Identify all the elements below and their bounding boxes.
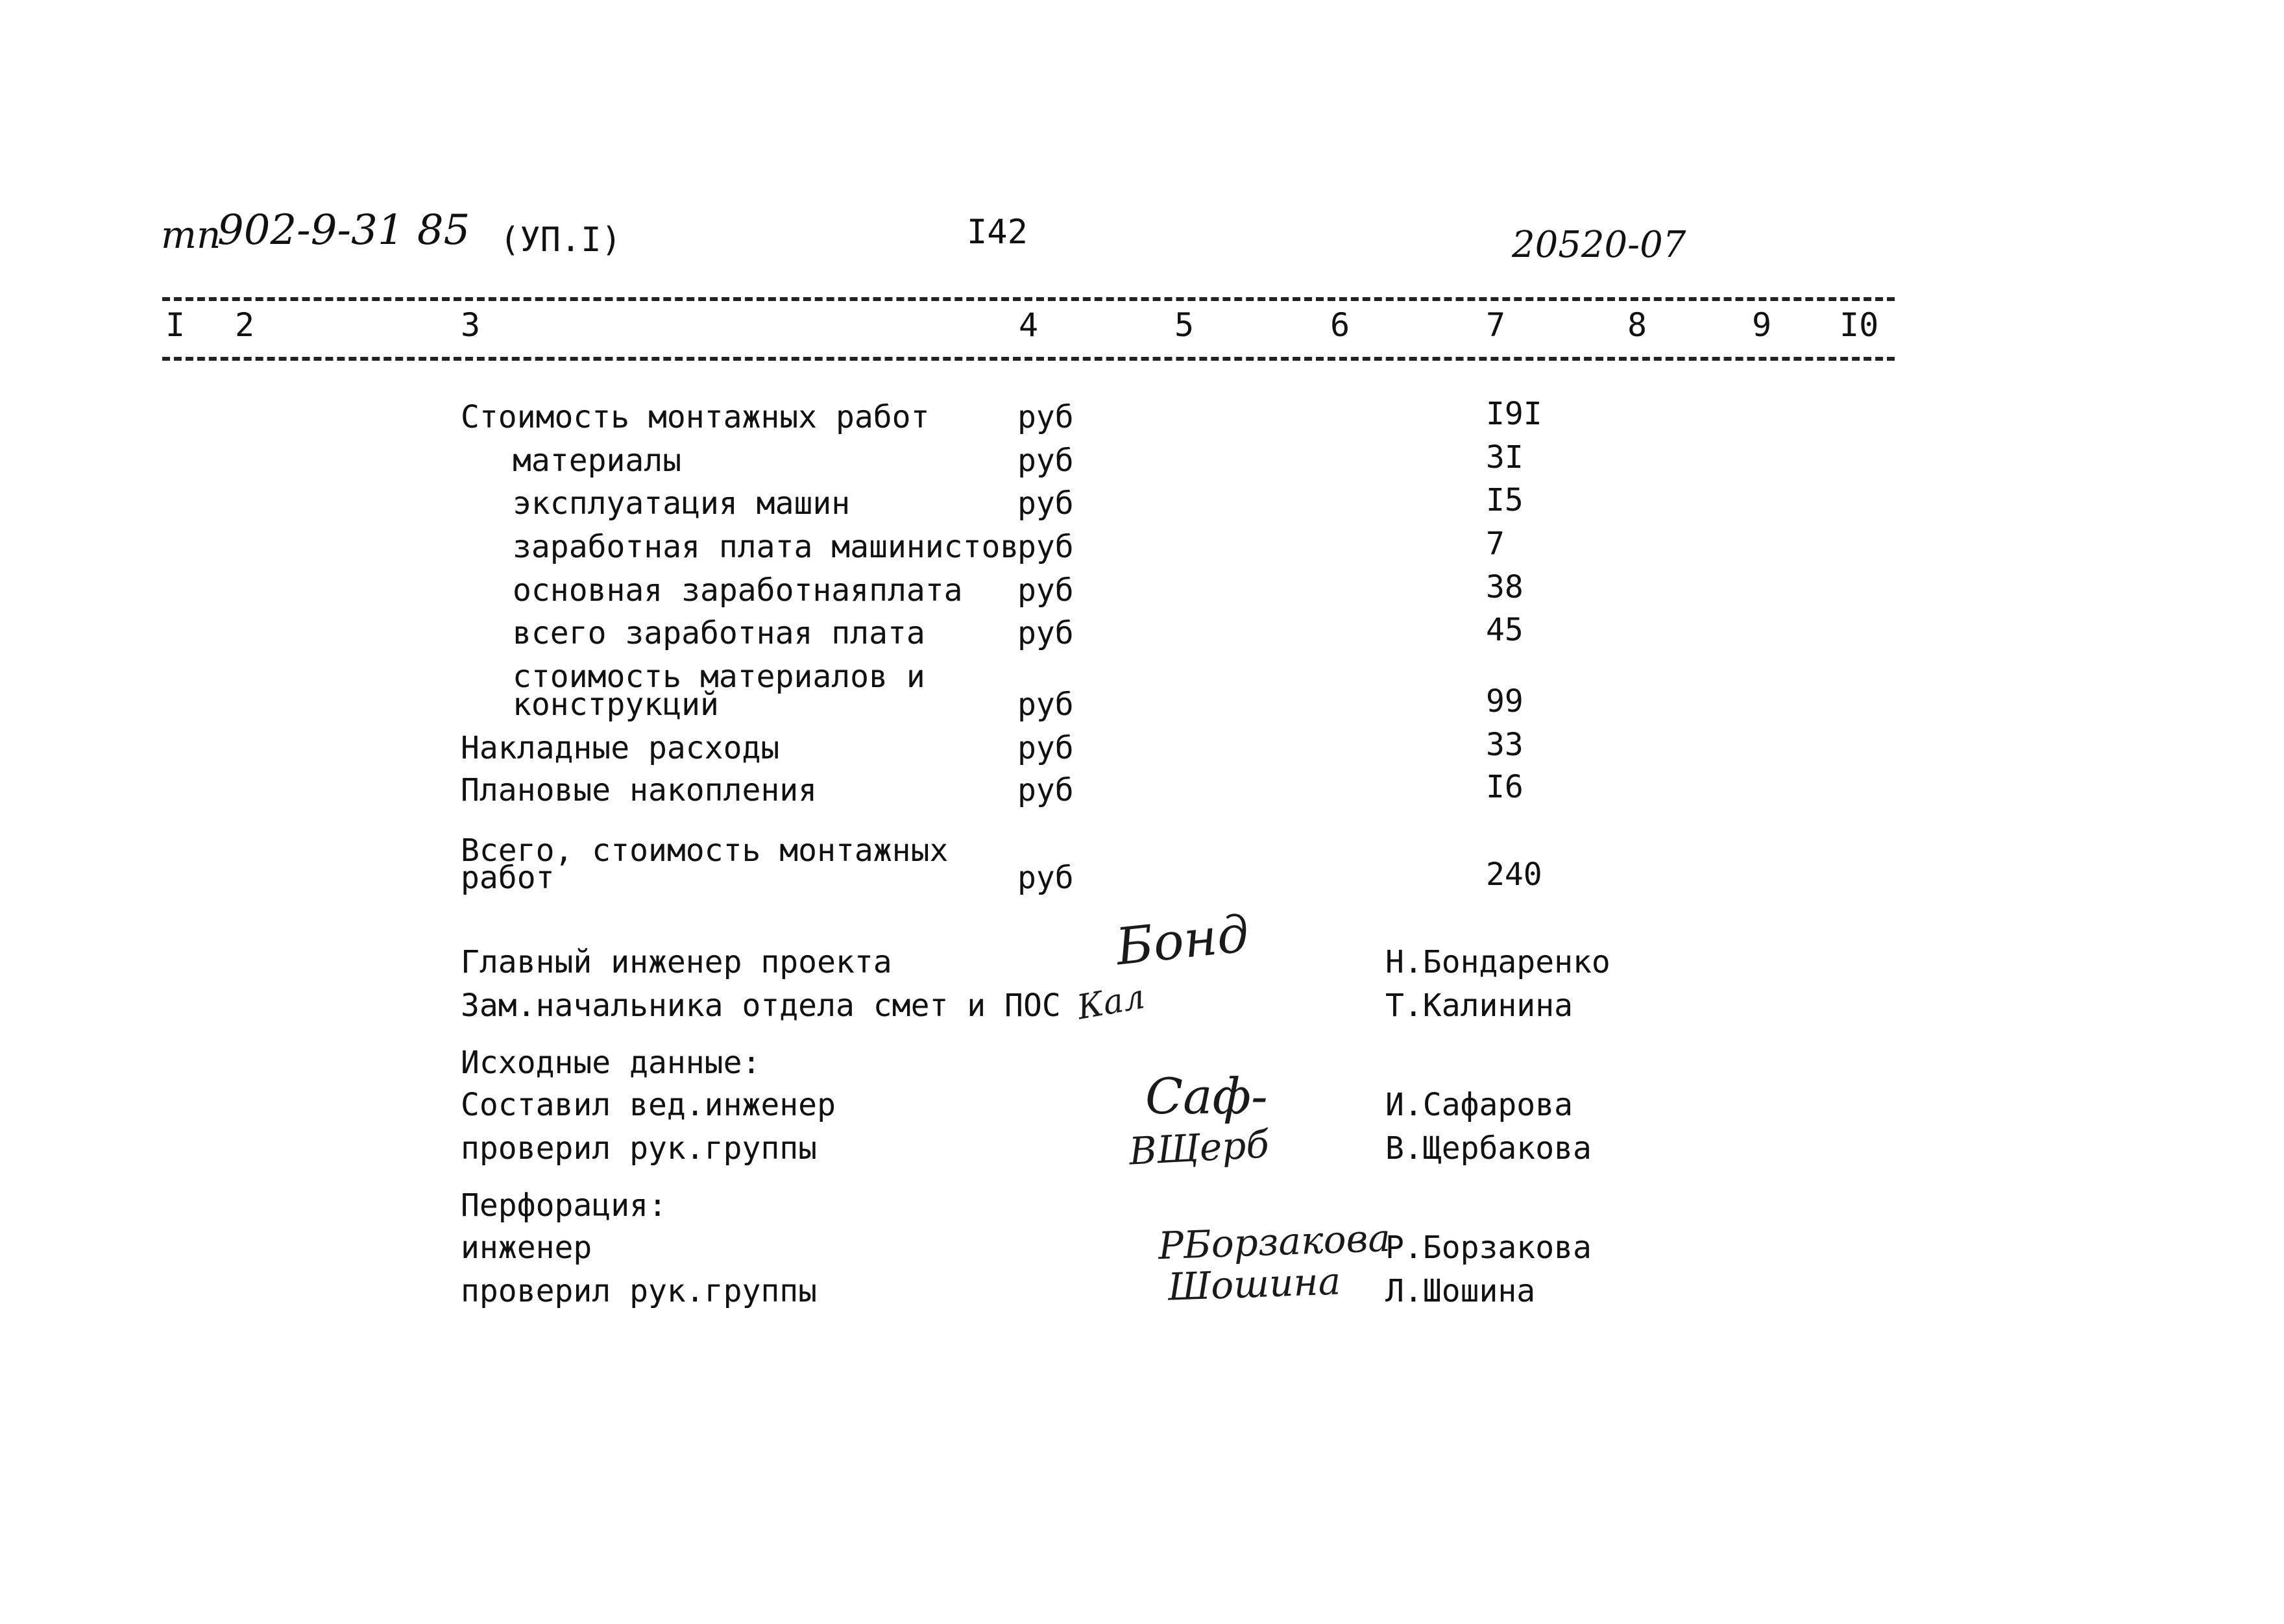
compiled-by-role: Составил вед.инженер bbox=[461, 1087, 836, 1123]
chief-engineer-name: Н.Бондаренко bbox=[1385, 944, 1610, 980]
row-unit: руб bbox=[1017, 485, 1074, 522]
row-unit: руб bbox=[1017, 399, 1074, 435]
row-unit: руб bbox=[1017, 730, 1074, 766]
perforation-heading: Перфорация: bbox=[461, 1187, 667, 1224]
row-label: эксплуатация машин bbox=[513, 485, 851, 522]
row-value: I6 bbox=[1486, 769, 1524, 805]
row-label: Стоимость монтажных работ bbox=[461, 399, 930, 435]
col-num-3: 3 bbox=[461, 306, 481, 344]
deputy-head-signature: Кал bbox=[1074, 977, 1148, 1028]
row-label: заработная плата машинистов bbox=[513, 529, 1019, 565]
col-num-4: 4 bbox=[1019, 306, 1039, 344]
checked-by-signature: ВЩерб bbox=[1128, 1122, 1270, 1174]
checked-by-name: В.Щербакова bbox=[1385, 1130, 1592, 1167]
row-value: 38 bbox=[1486, 569, 1524, 605]
row-value: 3I bbox=[1486, 439, 1524, 476]
checked-by-role: проверил рук.группы bbox=[461, 1273, 818, 1309]
row-unit: руб bbox=[1017, 686, 1074, 723]
row-label-line2: конструкций bbox=[513, 686, 719, 723]
row-label-line1: стоимость материалов и bbox=[513, 659, 925, 695]
compiled-by-signature: Саф- bbox=[1145, 1067, 1268, 1125]
deputy-head-role: Зам.начальника отдела смет и ПОС bbox=[461, 988, 1061, 1024]
column-header-top-rule bbox=[162, 297, 1895, 301]
row-unit: руб bbox=[1017, 772, 1074, 808]
row-value: 240 bbox=[1486, 856, 1542, 893]
row-value: 7 bbox=[1486, 526, 1505, 562]
col-num-8: 8 bbox=[1627, 306, 1647, 344]
row-label: основная заработнаяплата bbox=[513, 572, 963, 609]
col-num-2: 2 bbox=[235, 306, 255, 344]
source-data-heading: Исходные данные: bbox=[461, 1045, 761, 1081]
code-prefix: тп bbox=[161, 213, 221, 257]
column-header-bottom-rule bbox=[162, 357, 1895, 361]
checked-by-name: Л.Шошина bbox=[1385, 1273, 1536, 1309]
col-num-6: 6 bbox=[1330, 306, 1350, 344]
checked-by-signature: Шошина bbox=[1167, 1259, 1342, 1309]
col-num-1: I bbox=[165, 306, 186, 344]
page-number: I42 bbox=[967, 213, 1028, 252]
engineer-signature: РБорзакова bbox=[1157, 1215, 1391, 1268]
col-num-10: I0 bbox=[1840, 306, 1879, 344]
row-label: Накладные расходы bbox=[461, 730, 780, 766]
row-value: 99 bbox=[1486, 683, 1524, 720]
row-value: I5 bbox=[1486, 482, 1524, 518]
row-value: 33 bbox=[1486, 727, 1524, 763]
row-label: Плановые накопления bbox=[461, 772, 818, 808]
compiled-by-name: И.Сафарова bbox=[1385, 1087, 1573, 1123]
document-number: 20520-07 bbox=[1512, 224, 1686, 266]
chief-engineer-signature: Бонд bbox=[1113, 904, 1252, 977]
col-num-9: 9 bbox=[1752, 306, 1772, 344]
row-label-line2: работ bbox=[461, 860, 555, 896]
engineer-role: инженер bbox=[461, 1230, 592, 1266]
engineer-name: Р.Борзакова bbox=[1385, 1230, 1592, 1266]
row-unit: руб bbox=[1017, 615, 1074, 651]
row-value: 45 bbox=[1486, 612, 1524, 648]
row-unit: руб bbox=[1017, 860, 1074, 896]
deputy-head-name: Т.Калинина bbox=[1385, 988, 1573, 1024]
col-num-7: 7 bbox=[1486, 306, 1506, 344]
checked-by-role: проверил рук.группы bbox=[461, 1130, 818, 1167]
album-label: (УП.I) bbox=[500, 221, 622, 260]
row-unit: руб bbox=[1017, 442, 1074, 479]
row-label-line1: Всего, стоимость монтажных bbox=[461, 832, 949, 869]
col-num-5: 5 bbox=[1174, 306, 1195, 344]
row-unit: руб bbox=[1017, 572, 1074, 609]
row-label: материалы bbox=[513, 442, 682, 479]
chief-engineer-role: Главный инженер проекта bbox=[461, 944, 892, 980]
project-code: 902-9-31 85 bbox=[217, 206, 470, 254]
row-unit: руб bbox=[1017, 529, 1074, 565]
row-label: всего заработная плата bbox=[513, 615, 925, 651]
row-value: I9I bbox=[1486, 396, 1542, 432]
